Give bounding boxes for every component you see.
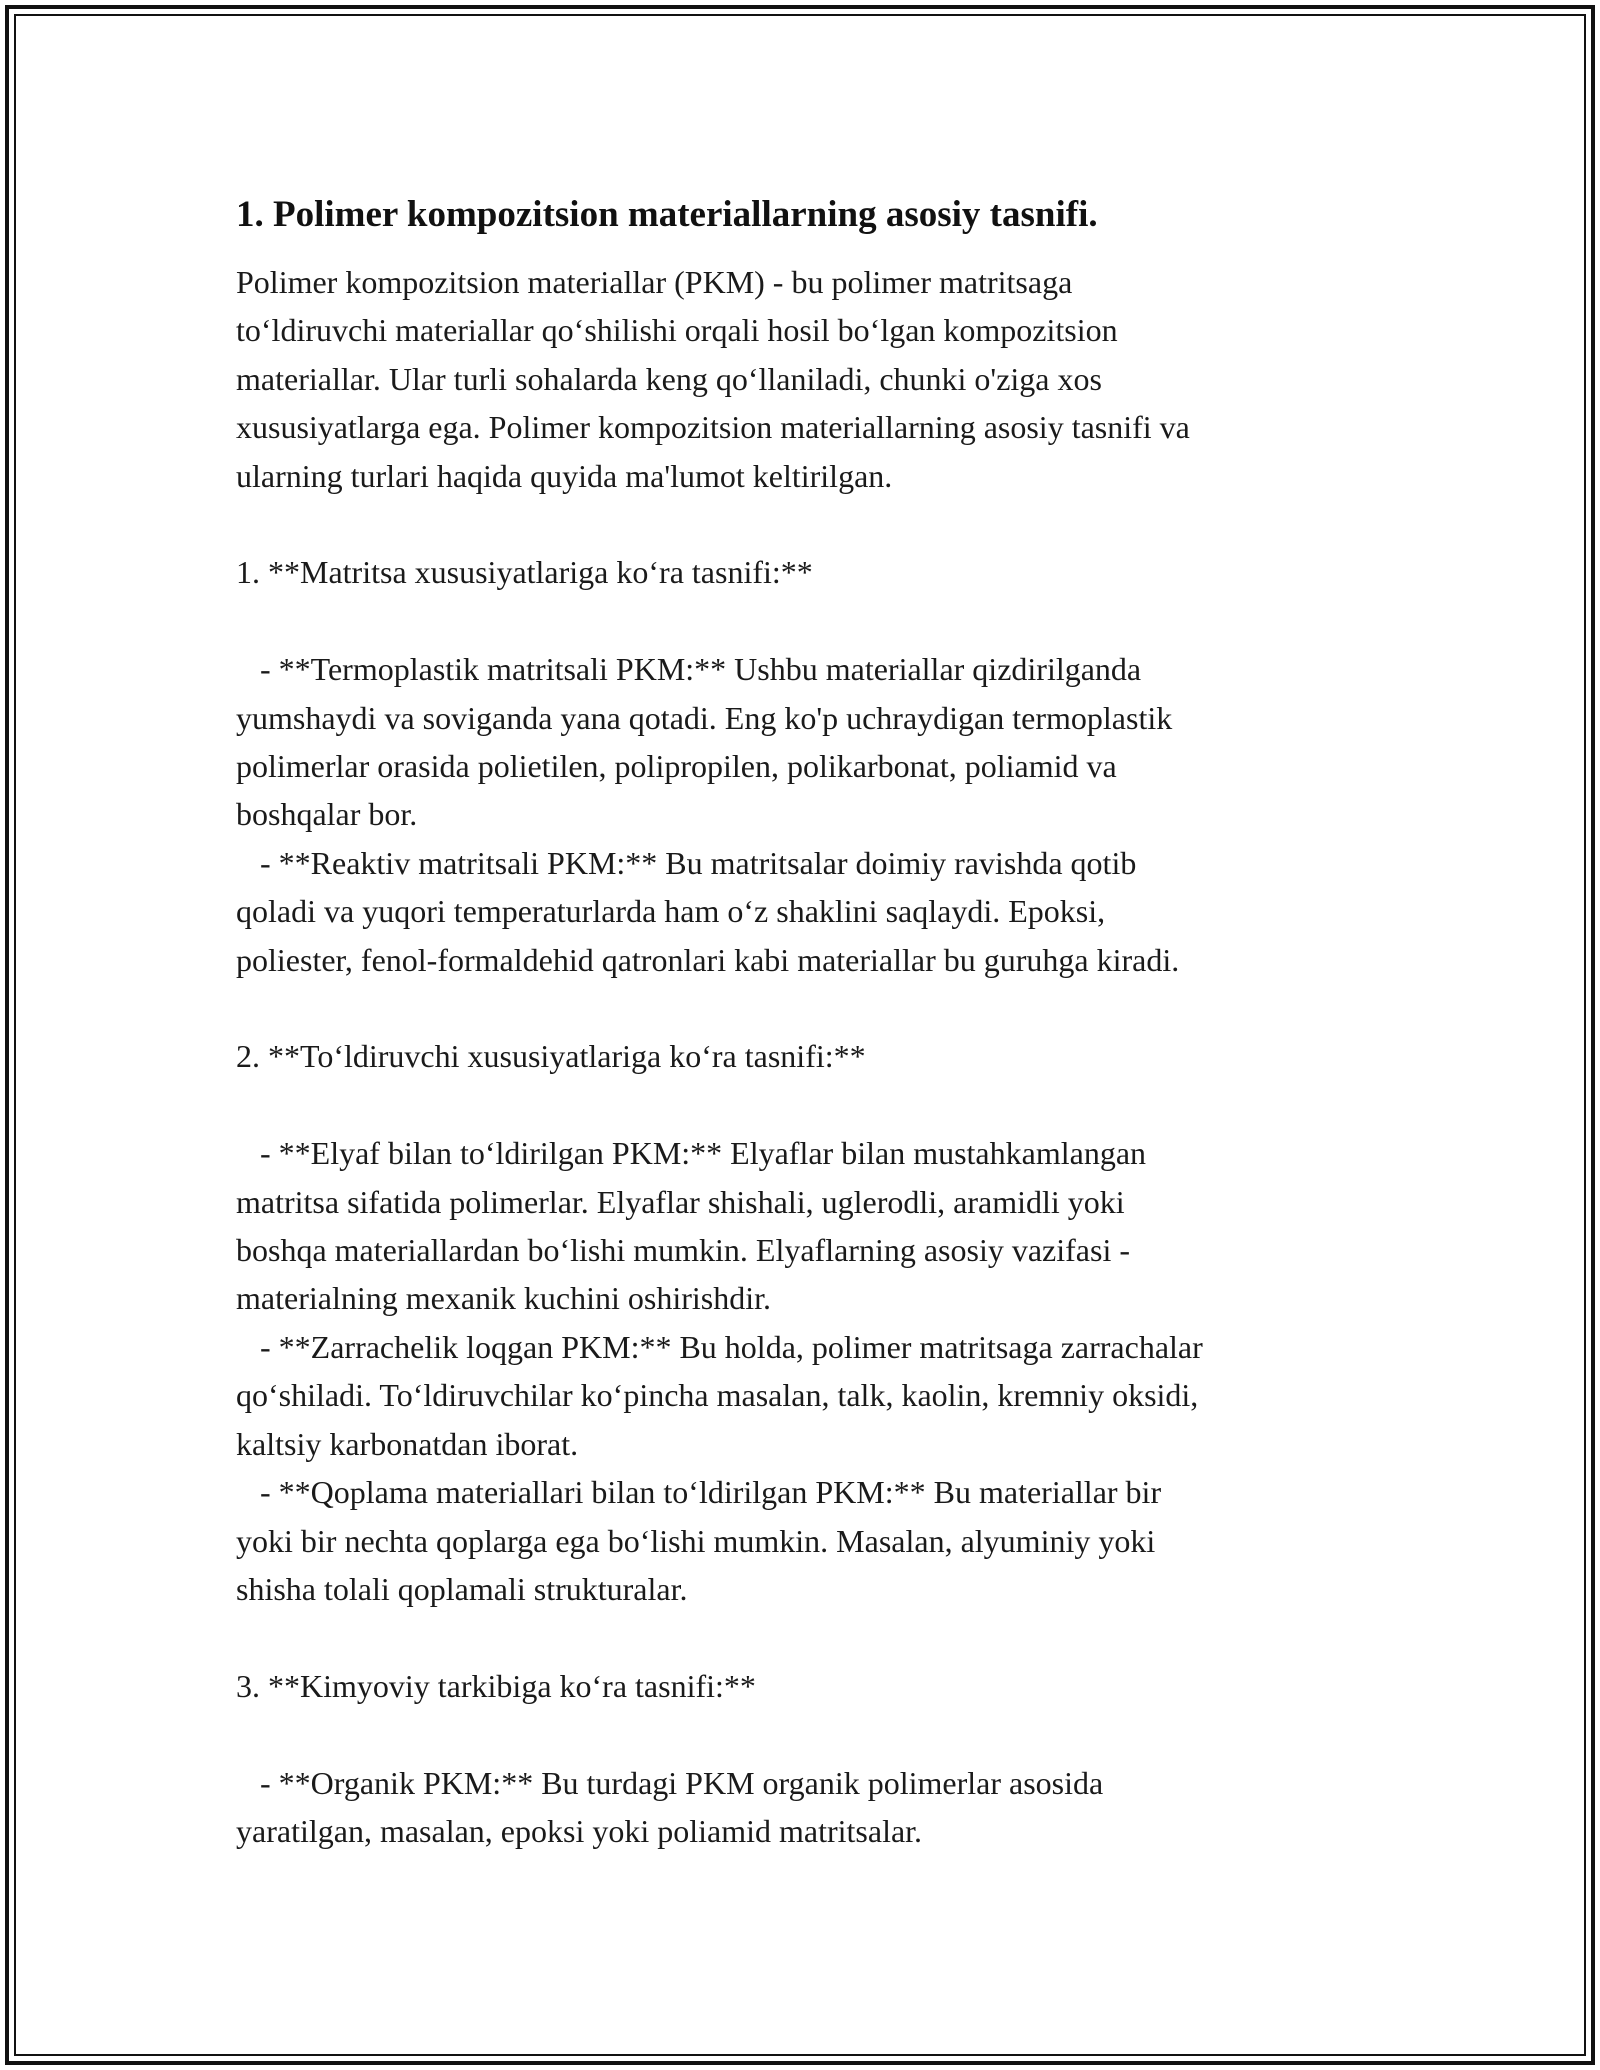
text-line: - **Qoplama materiallari bilan to‘ldirilgan PKM:** Bu materiallar bir: [236, 1474, 1162, 1511]
document-heading: 1. Polimer kompozitsion materiallarning asosiy tasnifi.: [236, 194, 1098, 235]
text-line: matritsa sifatida polimerlar. Elyaflar shishali, uglerodli, aramidli yoki: [236, 1183, 1125, 1220]
text-line: polimerlar orasida polietilen, polipropilen, polikarbonat, poliamid va: [236, 748, 1117, 785]
text-line: 1. **Matritsa xususiyatlariga ko‘ra tasnifi:**: [236, 554, 813, 591]
text-line: [236, 597, 1356, 645]
text-line: shisha tolali qoplamali strukturalar.: [236, 1570, 688, 1607]
text-line: - **Organik PKM:** Bu turdagi PKM organik polimerlar asosida: [236, 1764, 1104, 1801]
text-line: 3. **Kimyoviy tarkibiga ko‘ra tasnifi:**: [236, 1667, 756, 1704]
text-line: poliester, fenol-formaldehid qatronlari kabi materiallar bu guruhga kiradi.: [236, 941, 1180, 978]
text-line: [236, 1613, 1356, 1661]
text-line: Polimer kompozitsion materiallar (PKM) - bu polimer matritsaga: [236, 264, 1073, 300]
text-line: [236, 984, 1356, 1032]
text-line: to‘ldiruvchi materiallar qo‘shilishi orqali hosil bo‘lgan kompozitsion: [236, 312, 1118, 349]
text-line: xususiyatlarga ega. Polimer kompozitsion materiallarning asosiy tasnifi va: [236, 409, 1190, 446]
text-line: yoki bir nechta qoplarga ega bo‘lishi mumkin. Masalan, alyuminiy yoki: [236, 1522, 1156, 1559]
text-line: materiallar. Ular turli sohalarda keng qo‘llaniladi, chunki o'ziga xos: [236, 360, 1102, 397]
text-line: materialning mexanik kuchini oshirishdir.: [236, 1280, 772, 1317]
text-line: - **Zarrachelik loqgan PKM:** Bu holda, polimer matritsaga zarrachalar: [236, 1328, 1203, 1365]
text-line: yumshaydi va soviganda yana qotadi. Eng ko'p uchraydigan termoplastik: [236, 699, 1173, 736]
text-line: boshqalar bor.: [236, 796, 418, 833]
text-line: [236, 1710, 1356, 1758]
document-content: [236, 190, 1356, 1855]
text-line: [236, 500, 1356, 548]
text-line: - **Termoplastik matritsali PKM:** Ushbu materiallar qizdirilganda: [236, 651, 1142, 688]
text-line: - **Elyaf bilan to‘ldirilgan PKM:** Elyaflar bilan mustahkamlangan: [236, 1135, 1147, 1172]
text-line: 2. **To‘ldiruvchi xususiyatlariga ko‘ra tasnifi:**: [236, 1038, 866, 1075]
text-line: qo‘shiladi. To‘ldiruvchilar ko‘pincha masalan, talk, kaolin, kremniy oksidi,: [236, 1377, 1199, 1414]
text-line: yaratilgan, masalan, epoksi yoki poliamid matritsalar.: [236, 1812, 923, 1849]
text-line: [236, 1081, 1356, 1129]
text-line: qoladi va yuqori temperaturlarda ham o‘z shaklini saqlaydi. Epoksi,: [236, 893, 1106, 930]
text-line: boshqa materiallardan bo‘lishi mumkin. Elyaflarning asosiy vazifasi -: [236, 1232, 1130, 1269]
document-body: [236, 258, 1356, 1855]
text-line: kaltsiy karbonatdan iborat.: [236, 1425, 579, 1462]
text-line: - **Reaktiv matritsali PKM:** Bu matritsalar doimiy ravishda qotib: [236, 844, 1137, 881]
text-line: ularning turlari haqida quyida ma'lumot keltirilgan.: [236, 457, 893, 494]
